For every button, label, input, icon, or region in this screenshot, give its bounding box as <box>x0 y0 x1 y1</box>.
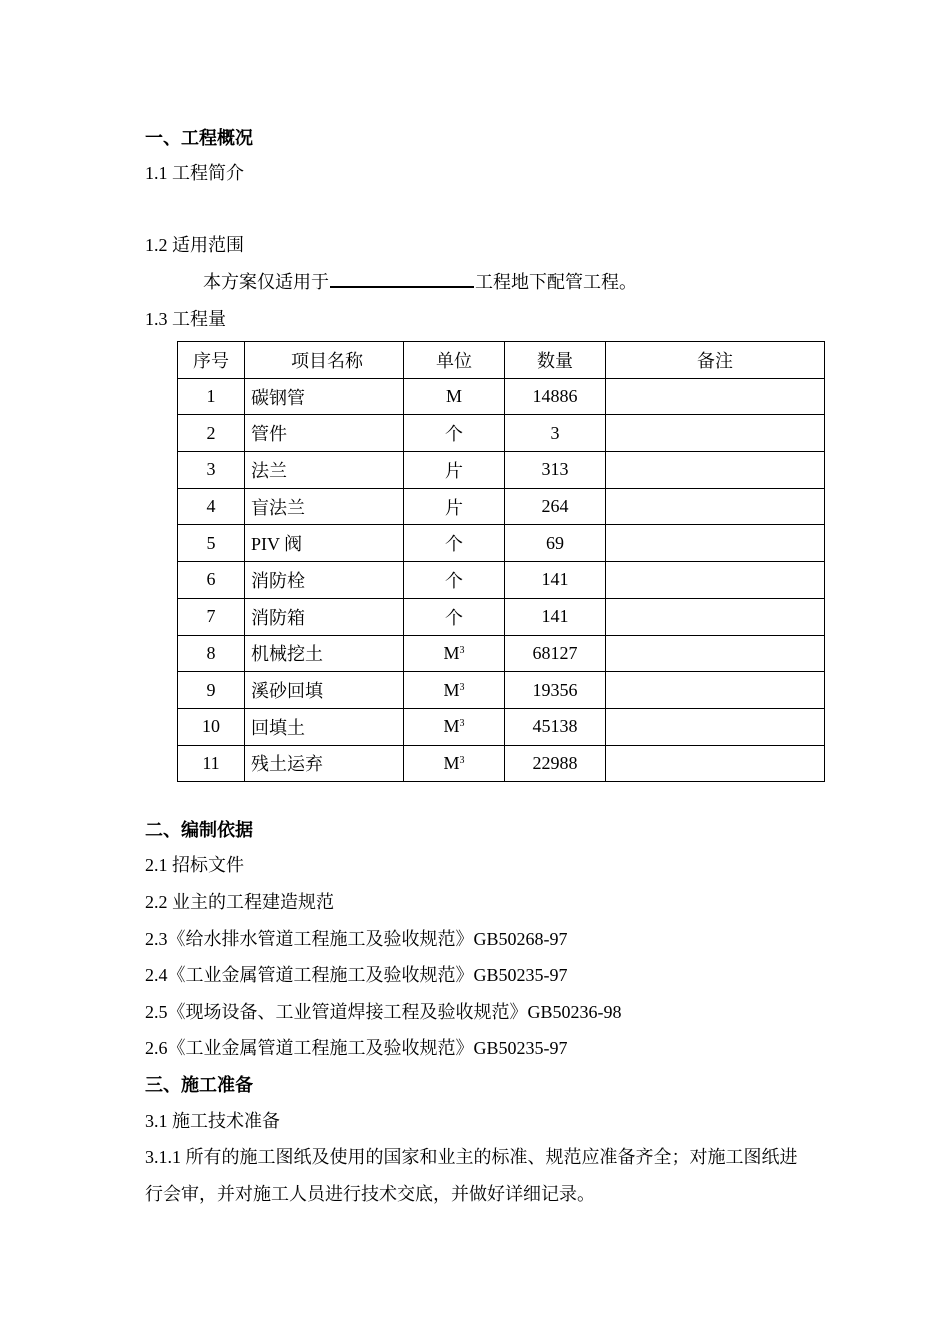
unit-exponent: 3 <box>459 644 465 656</box>
scope-text-after: 工程地下配管工程。 <box>475 272 637 292</box>
row-note <box>606 562 825 599</box>
basis-item: 2.5《现场设备、工业管道焊接工程及验收规范》GB50236-98 <box>145 1002 622 1022</box>
unit-text: 个 <box>445 534 463 555</box>
row-no: 1 <box>178 378 245 415</box>
row-no: 8 <box>178 635 245 672</box>
basis-item: 2.4《工业金属管道工程施工及验收规范》GB50235-97 <box>145 965 568 985</box>
row-note <box>606 452 825 489</box>
row-no: 4 <box>178 488 245 525</box>
unit-text: M <box>445 386 462 407</box>
basis-item: 2.2 业主的工程建造规范 <box>145 892 334 912</box>
table-row <box>178 672 825 709</box>
header-qty: 数量 <box>505 342 606 379</box>
table-row <box>178 708 825 745</box>
table-row <box>178 488 825 525</box>
table-row <box>178 452 825 489</box>
row-name: PIV 阀 <box>245 525 404 562</box>
row-name: 回填土 <box>245 708 404 745</box>
row-qty: 45138 <box>505 708 606 745</box>
row-no: 3 <box>178 452 245 489</box>
table-header-row <box>178 342 825 379</box>
row-qty: 3 <box>505 415 606 452</box>
table-row <box>178 635 825 672</box>
table-row <box>178 525 825 562</box>
unit-text: 个 <box>445 570 463 591</box>
unit-text: M <box>443 679 460 700</box>
table-body <box>178 378 825 782</box>
table-row <box>178 562 825 599</box>
row-unit <box>404 488 505 525</box>
row-no: 11 <box>178 745 245 782</box>
table-row <box>178 745 825 782</box>
row-no: 6 <box>178 562 245 599</box>
row-name: 溪砂回填 <box>245 672 404 709</box>
row-unit <box>404 598 505 635</box>
row-name: 机械挖土 <box>245 635 404 672</box>
row-no: 10 <box>178 708 245 745</box>
row-unit <box>404 635 505 672</box>
header-no: 序号 <box>178 342 245 379</box>
row-qty: 141 <box>505 598 606 635</box>
unit-text: M <box>443 752 460 773</box>
table-row <box>178 415 825 452</box>
project-name-blank <box>330 270 474 288</box>
row-name: 管件 <box>245 415 404 452</box>
section-3-heading: 三、施工准备 <box>145 1075 253 1095</box>
row-note <box>606 708 825 745</box>
row-name: 盲法兰 <box>245 488 404 525</box>
subsection-3-1: 3.1 施工技术准备 <box>145 1111 280 1131</box>
row-qty: 313 <box>505 452 606 489</box>
unit-exponent: 3 <box>459 718 465 730</box>
row-unit <box>404 562 505 599</box>
row-note <box>606 672 825 709</box>
row-qty: 19356 <box>505 672 606 709</box>
unit-exponent: 3 <box>459 754 465 766</box>
unit-text: M <box>443 642 460 663</box>
row-qty: 14886 <box>505 378 606 415</box>
row-qty: 69 <box>505 525 606 562</box>
row-unit <box>404 525 505 562</box>
unit-text: 个 <box>445 607 463 628</box>
subsection-1-2: 1.2 适用范围 <box>145 235 244 255</box>
subsection-1-1: 1.1 工程简介 <box>145 163 244 183</box>
row-note <box>606 525 825 562</box>
header-name: 项目名称 <box>245 342 404 379</box>
row-note <box>606 598 825 635</box>
table-row <box>178 598 825 635</box>
row-no: 7 <box>178 598 245 635</box>
paragraph-3-1-1: 3.1.1 所有的施工图纸及使用的国家和业主的标准、规范应准备齐全；对施工图纸进行会审，并对施工人员进行技术交底，并做好详细记录。 <box>145 1147 798 1204</box>
row-no: 5 <box>178 525 245 562</box>
row-no: 9 <box>178 672 245 709</box>
row-qty: 68127 <box>505 635 606 672</box>
row-no: 2 <box>178 415 245 452</box>
unit-text: 片 <box>445 460 463 481</box>
table-row <box>178 378 825 415</box>
row-name: 消防栓 <box>245 562 404 599</box>
section-2-heading: 二、编制依据 <box>145 820 253 840</box>
quantity-table <box>177 341 825 782</box>
row-note <box>606 415 825 452</box>
unit-exponent: 3 <box>459 681 465 693</box>
row-unit <box>404 378 505 415</box>
subsection-1-3: 1.3 工程量 <box>145 309 226 329</box>
unit-text: M <box>443 716 460 737</box>
unit-text: 个 <box>445 424 463 445</box>
row-unit <box>404 745 505 782</box>
row-name: 消防箱 <box>245 598 404 635</box>
row-qty: 22988 <box>505 745 606 782</box>
row-note <box>606 378 825 415</box>
row-name: 碳钢管 <box>245 378 404 415</box>
row-unit <box>404 415 505 452</box>
row-qty: 264 <box>505 488 606 525</box>
row-note <box>606 488 825 525</box>
row-note <box>606 635 825 672</box>
scope-statement <box>203 270 637 294</box>
row-qty: 141 <box>505 562 606 599</box>
section-1-heading: 一、工程概况 <box>145 128 253 148</box>
row-name: 残土运弃 <box>245 745 404 782</box>
unit-text: 片 <box>445 497 463 518</box>
basis-item: 2.3《给水排水管道工程施工及验收规范》GB50268-97 <box>145 929 568 949</box>
row-note <box>606 745 825 782</box>
row-name: 法兰 <box>245 452 404 489</box>
row-unit <box>404 452 505 489</box>
header-note: 备注 <box>606 342 825 379</box>
basis-item: 2.6《工业金属管道工程施工及验收规范》GB50235-97 <box>145 1038 568 1058</box>
basis-item: 2.1 招标文件 <box>145 855 244 875</box>
header-unit: 单位 <box>404 342 505 379</box>
row-unit <box>404 672 505 709</box>
scope-text-before: 本方案仅适用于 <box>203 272 329 292</box>
row-unit <box>404 708 505 745</box>
